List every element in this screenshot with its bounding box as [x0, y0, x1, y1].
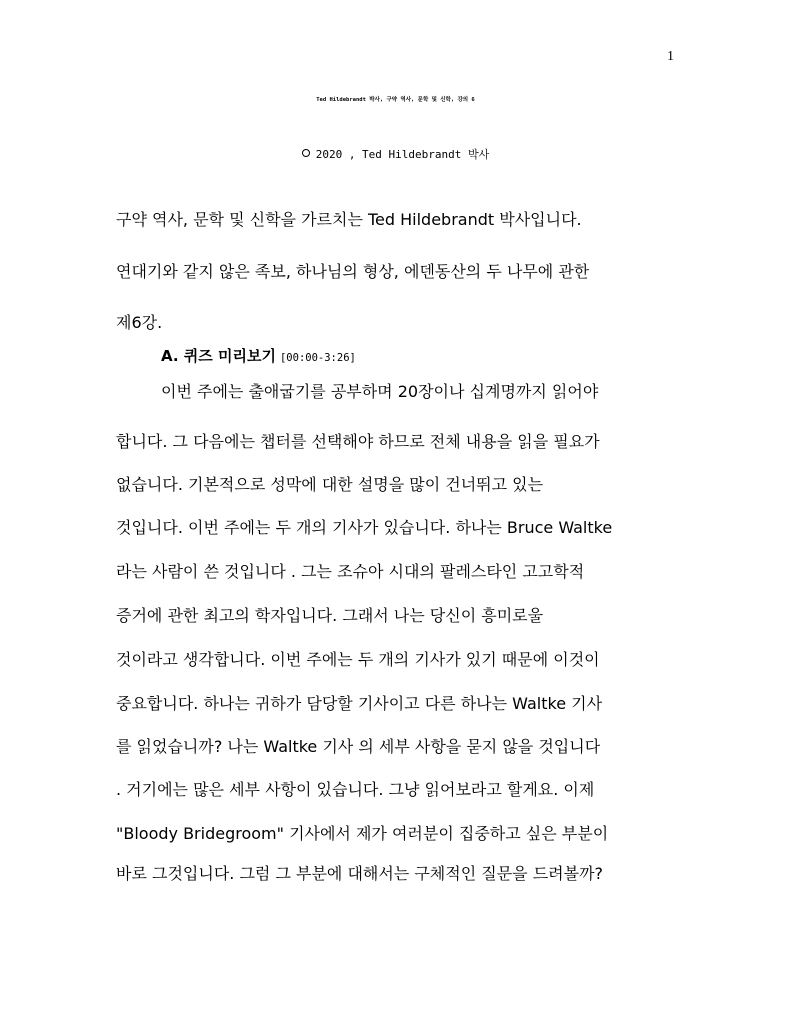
- copyright-circle-icon: [302, 149, 310, 157]
- body-line: 증거에 관한 최고의 학자입니다. 그래서 나는 당신이 흥미로울: [116, 606, 544, 625]
- intro-line: 연대기와 같지 않은 족보, 하나님의 형상, 에덴동산의 두 나무에 관한: [116, 262, 590, 281]
- page-number: 1: [667, 49, 674, 64]
- body-line: 중요합니다. 하나는 귀하가 담당할 기사이고 다른 하나는 Waltke 기사: [116, 694, 603, 713]
- copyright-line: [0, 146, 791, 162]
- body-line: 바로 그것입니다. 그럼 그 부분에 대해서는 구체적인 질문을 드려볼까?: [116, 864, 604, 883]
- copyright-text: 2020 , Ted Hildebrandt 박사: [315, 148, 490, 161]
- body-line: "Bloody Bridegroom" 기사에서 제가 여러분이 집중하고 싶은 부분이: [116, 824, 609, 843]
- section-timestamp: [00:00-3:26]: [279, 352, 356, 364]
- section-heading-text: A. 퀴즈 미리보기: [161, 347, 276, 365]
- body-line: 합니다. 그 다음에는 챕터를 선택해야 하므로 전체 내용을 읽을 필요가: [116, 432, 600, 451]
- body-line: 것이라고 생각합니다. 이번 주에는 두 개의 기사가 있기 때문에 이것이: [116, 650, 600, 669]
- intro-line: 제6강.: [116, 313, 163, 332]
- body-line: 라는 사람이 쓴 것입니다 . 그는 조슈아 시대의 팔레스타인 고고학적: [116, 562, 585, 581]
- body-line: 것입니다. 이번 주에는 두 개의 기사가 있습니다. 하나는 Bruce Waltke: [116, 518, 613, 537]
- body-line: 이번 주에는 출애굽기를 공부하며 20장이나 십계명까지 읽어야: [161, 382, 599, 401]
- body-line: . 거기에는 많은 세부 사항이 있습니다. 그냥 읽어보라고 할게요. 이제: [116, 780, 595, 799]
- body-line: 없습니다. 기본적으로 성막에 대한 설명을 많이 건너뛰고 있는: [116, 475, 544, 494]
- intro-line: 구약 역사, 문학 및 신학을 가르치는 Ted Hildebrandt 박사입니다.: [116, 210, 582, 229]
- body-line: 를 읽었습니까? 나는 Waltke 기사 의 세부 사항을 묻지 않을 것입니다: [116, 737, 601, 756]
- section-heading: [161, 345, 356, 366]
- document-title: Ted Hildebrandt 박사, 구약 역사, 문학 및 신학, 강의 6: [316, 97, 475, 103]
